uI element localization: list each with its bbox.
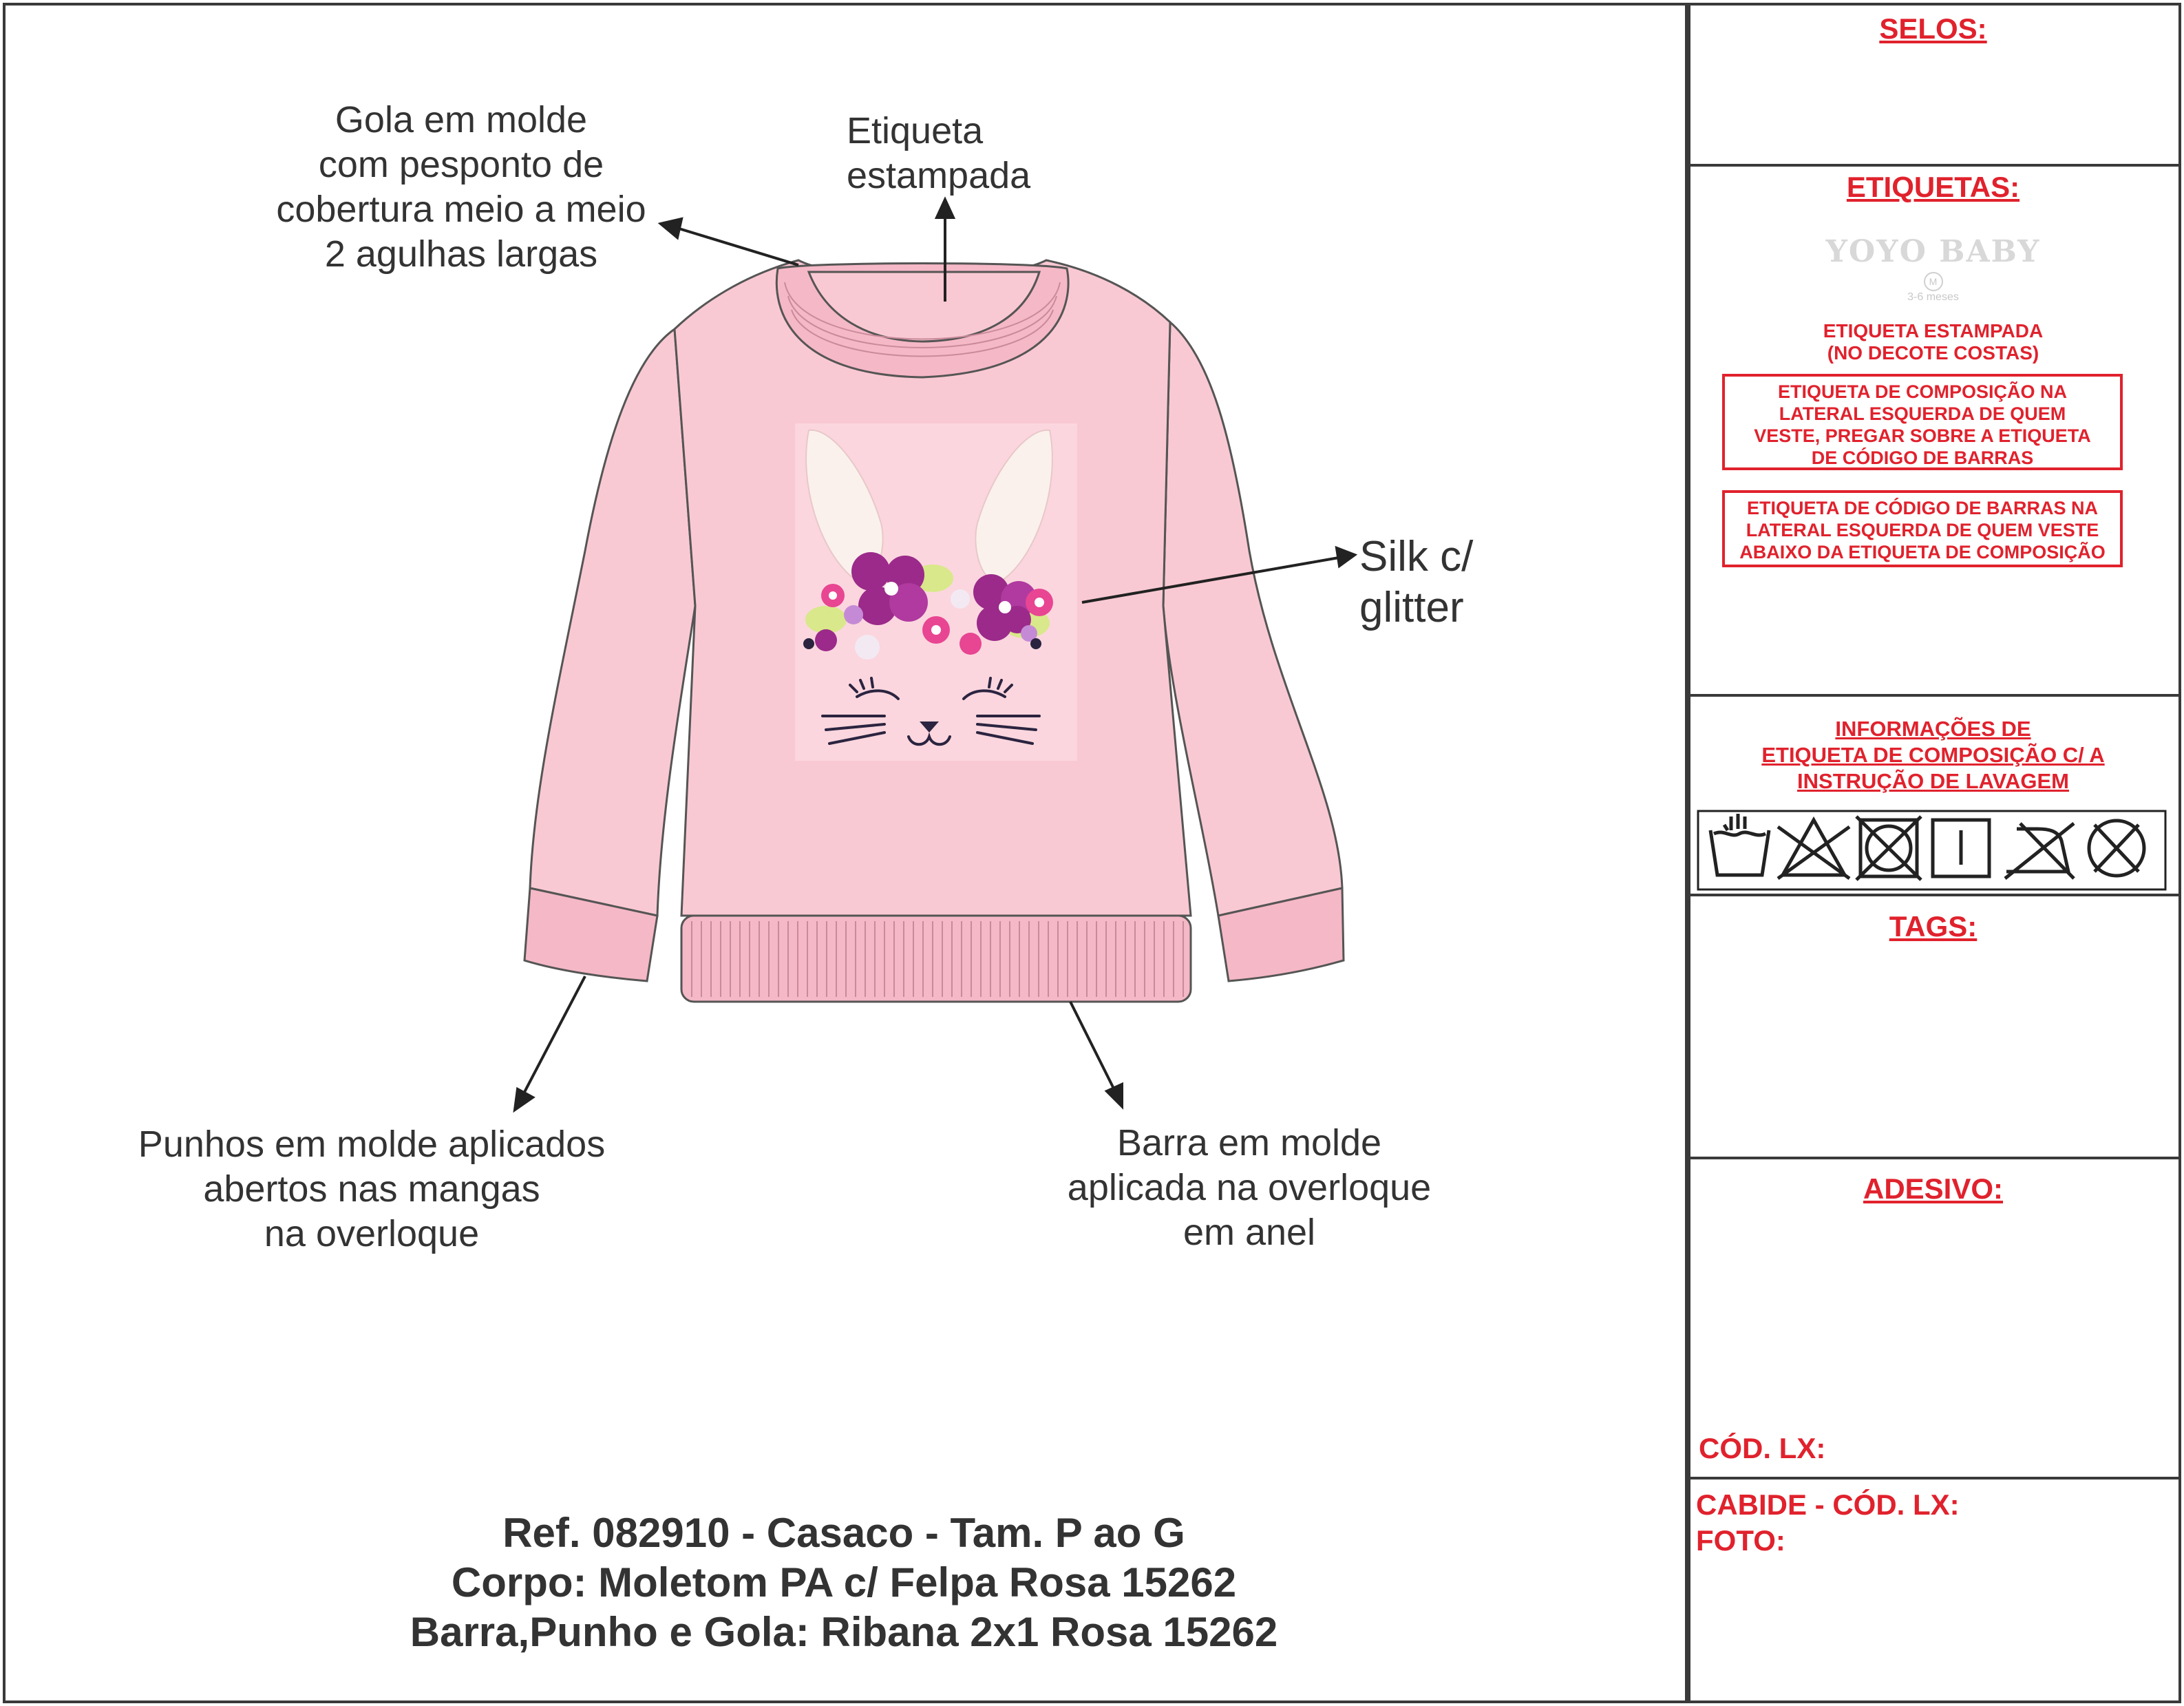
cuffs-annotation: Punhos em molde aplicados abertos nas mangas na overloque [138,1124,606,1254]
composition-label-box: ETIQUETA DE COMPOSIÇÃO NA LATERAL ESQUERDA DE QUEM VESTE, PREGAR SOBRE A ETIQUETA DE CÓDIGO DE BARRAS [1722,374,2123,470]
printed-label-note: ETIQUETA ESTAMPADA (NO DECOTE COSTAS) [1823,320,2044,364]
etiquetas-title: ETIQUETAS: [1846,171,2020,203]
selos-title: SELOS: [1879,12,1987,45]
barcode-label-box: ETIQUETA DE CÓDIGO DE BARRAS NA LATERAL ESQUERDA DE QUEM VESTE ABAIXO DA ETIQUETA DE COMPOSIÇÃO [1722,490,2123,567]
divider-selos [1685,164,2181,167]
hem-annotation: Barra em molde aplicada na overloque em anel [1067,1122,1432,1253]
divider-info [1685,894,2181,896]
tags-title: TAGS: [1889,910,1978,942]
no-tumble-dry-icon [1856,817,1921,880]
cod-lx-label: CÓD. LX: [1699,1432,1826,1464]
label-annotation: Etiqueta estampada [847,110,1031,196]
spec-line-body: Corpo: Moletom PA c/ Felpa Rosa 15262 [451,1559,1237,1605]
brand-logo: YOYO BABY M 3-6 meses [1825,234,2041,303]
spec-line-rib: Barra,Punho e Gola: Ribana 2x1 Rosa 15262 [410,1609,1278,1655]
care-symbols [1697,810,2167,891]
print-annotation: Silk c/ glitter [1359,533,1474,631]
spec-line-ref: Ref. 082910 - Casaco - Tam. P ao G [502,1510,1185,1556]
care-info-title: INFORMAÇÕES DE ETIQUETA DE COMPOSIÇÃO C/ A INSTRUÇÃO DE LAVAGEM [1761,717,2105,793]
cabide-label: CABIDE - CÓD. LX: [1696,1488,1960,1521]
collar-annotation: Gola em molde com pesponto de cobertura meio a meio 2 agulhas largas [276,99,646,275]
divider-adesivo [1685,1477,2181,1479]
adesivo-title: ADESIVO: [1863,1172,2004,1205]
foto-label: FOTO: [1696,1524,1785,1557]
divider-etiquetas [1685,694,2181,697]
divider-tags [1685,1157,2181,1159]
